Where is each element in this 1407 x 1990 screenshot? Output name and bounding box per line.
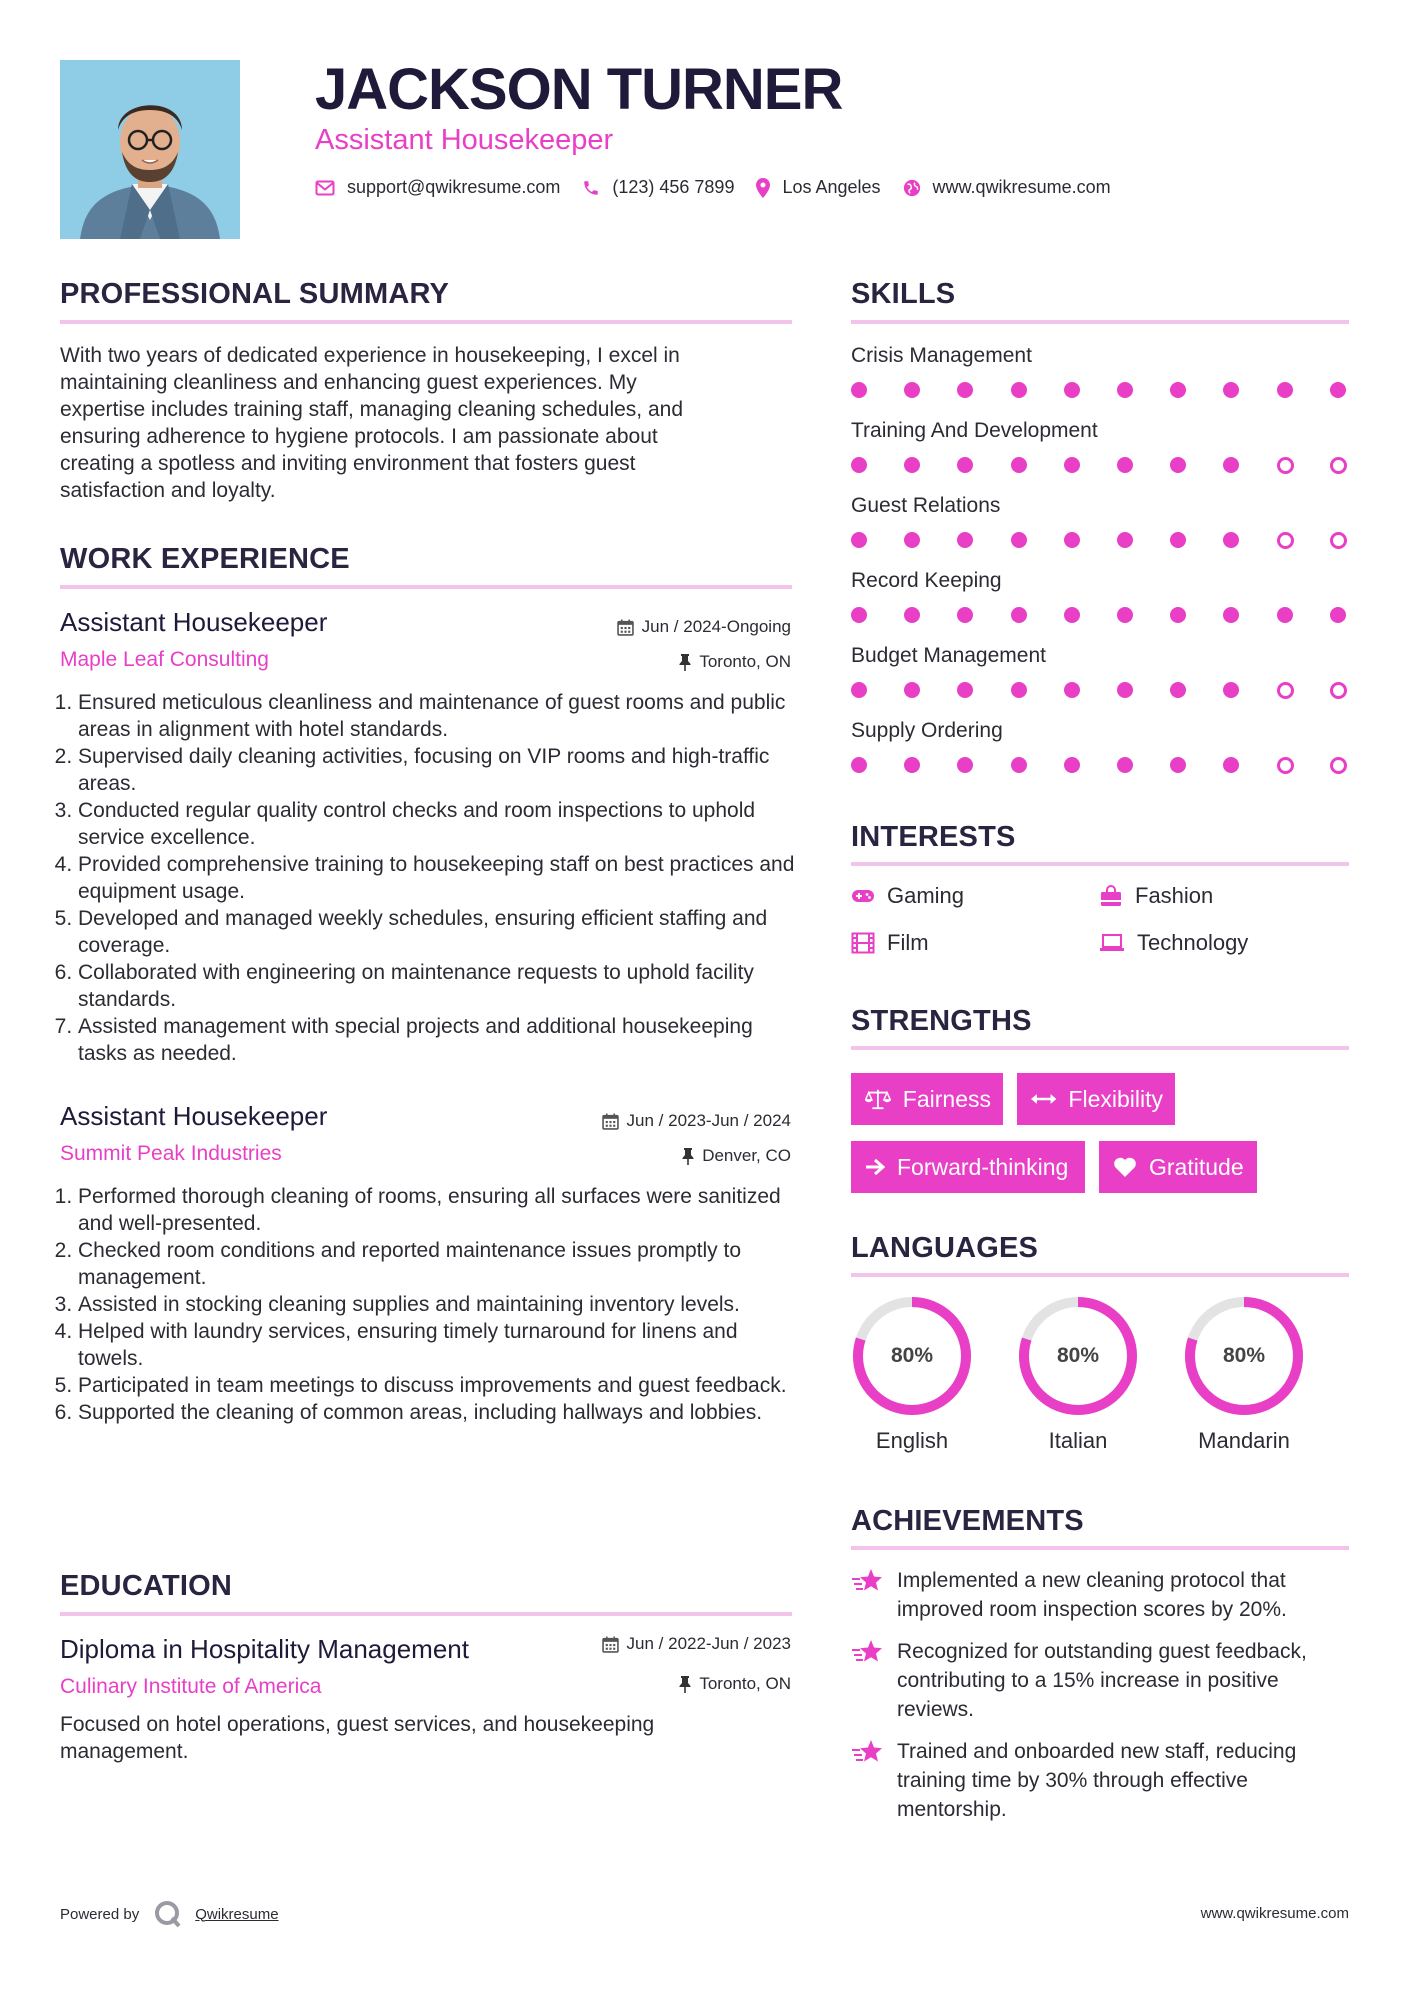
rating-dot-filled xyxy=(904,457,920,473)
rating-dot-empty xyxy=(1277,682,1294,699)
film-icon xyxy=(851,932,875,954)
achievement-item xyxy=(851,1566,1351,1624)
rating-dot-filled xyxy=(1117,682,1133,698)
rating-dot-filled xyxy=(1011,682,1027,698)
job-location xyxy=(679,651,791,673)
job-date xyxy=(617,616,791,638)
qwikresume-logo-icon xyxy=(153,1899,183,1929)
job-bullets xyxy=(60,689,806,1067)
language-name: Italian xyxy=(1048,1428,1108,1453)
job-date-text: Jun / 2023-Jun / 2024 xyxy=(626,1111,791,1130)
calendar-icon xyxy=(617,619,634,636)
education-rule xyxy=(60,1612,792,1616)
list-item: 1. Ensured meticulous cleanliness and maintenance of guest rooms and public areas in alignment with hotel standards. xyxy=(78,689,806,743)
email-text: support@qwikresume.com xyxy=(347,177,561,197)
list-item: 2. Checked room conditions and reported maintenance issues promptly to management. xyxy=(78,1237,806,1291)
rating-dot-filled xyxy=(1170,457,1186,473)
footer-powered-by xyxy=(60,1899,279,1929)
arrow-right-icon xyxy=(865,1158,885,1176)
job-date xyxy=(602,1110,791,1132)
map-pin-icon xyxy=(756,178,770,198)
work-heading: WORK EXPERIENCE xyxy=(60,543,350,575)
contact-website[interactable] xyxy=(903,177,1111,198)
interest-item xyxy=(1099,882,1213,910)
rating-dot-filled xyxy=(1064,457,1080,473)
contact-row xyxy=(315,177,1133,198)
job-company: Maple Leaf Consulting xyxy=(60,648,269,671)
summary-line: satisfaction and loyalty. xyxy=(60,479,276,502)
rating-dot-filled xyxy=(851,382,867,398)
rating-dot-filled xyxy=(851,682,867,698)
summary-line: ensuring adherence to hygiene protocols. I am passionate about xyxy=(60,425,658,448)
candidate-title: Assistant Housekeeper xyxy=(315,124,614,156)
rating-dot-filled xyxy=(851,757,867,773)
heart-icon xyxy=(1113,1156,1137,1178)
shooting-star-icon xyxy=(851,1637,883,1667)
contact-phone[interactable] xyxy=(582,177,734,198)
list-item: 5. Participated in team meetings to discuss improvements and guest feedback. xyxy=(78,1372,806,1399)
achievement-item xyxy=(851,1637,1351,1724)
rating-dot-filled xyxy=(1064,382,1080,398)
language-name: Mandarin xyxy=(1198,1428,1290,1453)
interest-item xyxy=(1099,929,1248,957)
job-title: Assistant Housekeeper xyxy=(60,607,328,637)
rating-dot-filled xyxy=(1011,757,1027,773)
skills-rule xyxy=(851,320,1349,324)
rating-dot-filled xyxy=(957,532,973,548)
interest-label: Fashion xyxy=(1135,883,1214,908)
list-item: 6. Collaborated with engineering on maintenance requests to uphold facility standards. xyxy=(78,959,806,1013)
rating-dot-filled xyxy=(957,682,973,698)
pushpin-icon xyxy=(679,654,691,671)
achievement-text: Implemented a new cleaning protocol that improved room inspection scores by 20%. xyxy=(897,1569,1287,1621)
rating-dot-filled xyxy=(851,457,867,473)
job-bullets xyxy=(60,1183,806,1426)
summary-text xyxy=(60,342,800,504)
skill-rating xyxy=(851,682,1349,702)
list-item: 6. Supported the cleaning of common areas, including hallways and lobbies. xyxy=(78,1399,806,1426)
person-portrait-icon xyxy=(60,60,240,239)
arrows-horizontal-icon xyxy=(1031,1092,1056,1106)
language-percent: 80% xyxy=(890,1344,934,1367)
achievements-rule xyxy=(851,1546,1349,1550)
interests-rule xyxy=(851,862,1349,866)
rating-dot-filled xyxy=(904,757,920,773)
rating-dot-filled xyxy=(904,682,920,698)
achievement-item xyxy=(851,1737,1351,1824)
rating-dot-filled xyxy=(1223,382,1239,398)
balance-scale-icon xyxy=(865,1087,891,1111)
interest-label: Gaming xyxy=(887,883,965,908)
rating-dot-filled xyxy=(1170,607,1186,623)
shooting-star-icon xyxy=(851,1566,883,1596)
skill-rating xyxy=(851,532,1349,552)
rating-dot-filled xyxy=(1223,532,1239,548)
calendar-icon xyxy=(602,1113,619,1130)
degree-title: Diploma in Hospitality Management xyxy=(60,1634,469,1664)
skill-rating xyxy=(851,607,1349,627)
rating-dot-filled xyxy=(1011,382,1027,398)
skill-name: Crisis Management xyxy=(851,344,1032,367)
calendar-icon xyxy=(602,1636,619,1653)
rating-dot-filled xyxy=(1011,607,1027,623)
rating-dot-filled xyxy=(904,532,920,548)
achievements-heading: ACHIEVEMENTS xyxy=(851,1505,1084,1537)
rating-dot-filled xyxy=(957,757,973,773)
list-item: 1. Performed thorough cleaning of rooms, ensuring all surfaces were sanitized and well-presented. xyxy=(78,1183,806,1237)
achievement-text: Recognized for outstanding guest feedback, contributing to a 15% increase in positive reviews. xyxy=(897,1640,1307,1721)
summary-line: creating a spotless and inviting environment that fosters guest xyxy=(60,452,636,475)
education-location xyxy=(679,1673,791,1695)
language-percent: 80% xyxy=(1222,1344,1266,1367)
skill-name: Supply Ordering xyxy=(851,719,1003,742)
rating-dot-filled xyxy=(1223,757,1239,773)
rating-dot-filled xyxy=(1117,607,1133,623)
summary-line: With two years of dedicated experience in housekeeping, I excel in xyxy=(60,344,680,367)
strength-badge xyxy=(851,1073,1003,1125)
summary-line: expertise includes training staff, managing cleaning schedules, and xyxy=(60,398,684,421)
rating-dot-filled xyxy=(1170,382,1186,398)
summary-rule xyxy=(60,320,792,324)
strength-badge xyxy=(1017,1073,1175,1125)
brand-link[interactable]: Qwikresume xyxy=(195,1905,279,1923)
job-location-text: Toronto, ON xyxy=(699,652,791,671)
rating-dot-filled xyxy=(904,607,920,623)
rating-dot-filled xyxy=(957,457,973,473)
education-heading: EDUCATION xyxy=(60,1570,233,1602)
rating-dot-filled xyxy=(1064,757,1080,773)
interest-item xyxy=(851,929,929,957)
rating-dot-filled xyxy=(1170,757,1186,773)
list-item: 3. Assisted in stocking cleaning supplies and maintaining inventory levels. xyxy=(78,1291,806,1318)
job-company: Summit Peak Industries xyxy=(60,1142,282,1165)
job-location-text: Denver, CO xyxy=(702,1146,791,1165)
rating-dot-filled xyxy=(1064,607,1080,623)
strengths-rule xyxy=(851,1046,1349,1050)
rating-dot-empty xyxy=(1330,532,1347,549)
rating-dot-filled xyxy=(1064,682,1080,698)
work-rule xyxy=(60,585,792,589)
interests-heading: INTERESTS xyxy=(851,821,1016,853)
envelope-icon xyxy=(315,180,335,196)
shopping-bag-icon xyxy=(1099,885,1123,907)
rating-dot-empty xyxy=(1330,682,1347,699)
gamepad-icon xyxy=(851,888,875,904)
powered-by-label: Powered by xyxy=(60,1905,140,1923)
list-item: 5. Developed and managed weekly schedules, ensuring efficient staffing and coverage. xyxy=(78,905,806,959)
languages-heading: LANGUAGES xyxy=(851,1232,1039,1264)
rating-dot-filled xyxy=(1330,607,1346,623)
rating-dot-filled xyxy=(957,382,973,398)
footer-website[interactable]: www.qwikresume.com xyxy=(1200,1905,1349,1922)
candidate-name: JACKSON TURNER xyxy=(315,57,843,122)
skill-rating xyxy=(851,382,1349,402)
rating-dot-filled xyxy=(1223,607,1239,623)
strength-label: Flexibility xyxy=(1068,1085,1163,1112)
skill-name: Record Keeping xyxy=(851,569,1002,592)
summary-line: maintaining cleanliness and enhancing guest experiences. My xyxy=(60,371,637,394)
rating-dot-empty xyxy=(1277,457,1294,474)
education-date-text: Jun / 2022-Jun / 2023 xyxy=(626,1634,791,1653)
rating-dot-filled xyxy=(1117,382,1133,398)
summary-heading: PROFESSIONAL SUMMARY xyxy=(60,278,450,310)
laptop-icon xyxy=(1099,933,1125,953)
rating-dot-filled xyxy=(1117,757,1133,773)
rating-dot-filled xyxy=(904,382,920,398)
rating-dot-filled xyxy=(1011,457,1027,473)
rating-dot-filled xyxy=(1170,682,1186,698)
job-title: Assistant Housekeeper xyxy=(60,1101,328,1131)
achievement-text: Trained and onboarded new staff, reducing training time by 30% through effective mentorship. xyxy=(897,1740,1297,1821)
rating-dot-filled xyxy=(957,607,973,623)
job-date-text: Jun / 2024-Ongoing xyxy=(641,617,791,636)
location-text: Los Angeles xyxy=(782,177,881,197)
phone-icon xyxy=(582,179,600,197)
phone-text: (123) 456 7899 xyxy=(612,177,735,197)
pushpin-icon xyxy=(679,1676,691,1693)
rating-dot-filled xyxy=(1223,457,1239,473)
language-name: English xyxy=(875,1428,949,1453)
rating-dot-filled xyxy=(1330,382,1346,398)
strength-badge xyxy=(851,1141,1085,1193)
interest-label: Technology xyxy=(1137,930,1249,955)
skill-rating xyxy=(851,757,1349,777)
interest-label: Film xyxy=(887,930,929,955)
education-date xyxy=(602,1633,791,1655)
strength-badge xyxy=(1099,1141,1257,1193)
list-item: 4. Provided comprehensive training to housekeeping staff on best practices and equipment usage. xyxy=(78,851,806,905)
list-item: 2. Supervised daily cleaning activities, focusing on VIP rooms and high-traffic areas. xyxy=(78,743,806,797)
education-location-text: Toronto, ON xyxy=(699,1674,791,1693)
rating-dot-filled xyxy=(1064,532,1080,548)
strength-label: Fairness xyxy=(902,1085,991,1112)
school-name: Culinary Institute of America xyxy=(60,1675,322,1698)
rating-dot-filled xyxy=(1170,532,1186,548)
education-description: Focused on hotel operations, guest services, and housekeeping management. xyxy=(60,1713,655,1763)
rating-dot-filled xyxy=(1011,532,1027,548)
rating-dot-empty xyxy=(1330,757,1347,774)
rating-dot-empty xyxy=(1330,457,1347,474)
rating-dot-filled xyxy=(1117,457,1133,473)
skill-name: Guest Relations xyxy=(851,494,1001,517)
strengths-heading: STRENGTHS xyxy=(851,1005,1032,1037)
shooting-star-icon xyxy=(851,1737,883,1767)
list-item: 4. Helped with laundry services, ensuring timely turnaround for linens and towels. xyxy=(78,1318,806,1372)
list-item: 7. Assisted management with special projects and additional housekeeping tasks as needed. xyxy=(78,1013,806,1067)
strength-label: Gratitude xyxy=(1149,1153,1244,1180)
strength-label: Forward-thinking xyxy=(897,1153,1069,1180)
rating-dot-filled xyxy=(1277,607,1293,623)
rating-dot-filled xyxy=(1223,682,1239,698)
rating-dot-filled xyxy=(1117,532,1133,548)
pushpin-icon xyxy=(682,1148,694,1165)
website-text: www.qwikresume.com xyxy=(932,177,1111,197)
skill-rating xyxy=(851,457,1349,477)
rating-dot-empty xyxy=(1277,532,1294,549)
contact-location xyxy=(756,177,880,198)
skills-heading: SKILLS xyxy=(851,278,956,310)
list-item: 3. Conducted regular quality control checks and room inspections to uphold service excellence. xyxy=(78,797,806,851)
languages-rule xyxy=(851,1273,1349,1277)
rating-dot-empty xyxy=(1277,757,1294,774)
contact-email[interactable] xyxy=(315,177,560,198)
job-location xyxy=(682,1145,791,1167)
globe-icon xyxy=(903,179,921,197)
profile-photo xyxy=(60,60,240,239)
rating-dot-filled xyxy=(851,607,867,623)
language-percent: 80% xyxy=(1056,1344,1100,1367)
skill-name: Budget Management xyxy=(851,644,1046,667)
interest-item xyxy=(851,882,964,910)
rating-dot-filled xyxy=(851,532,867,548)
skill-name: Training And Development xyxy=(851,419,1098,442)
rating-dot-filled xyxy=(1277,382,1293,398)
